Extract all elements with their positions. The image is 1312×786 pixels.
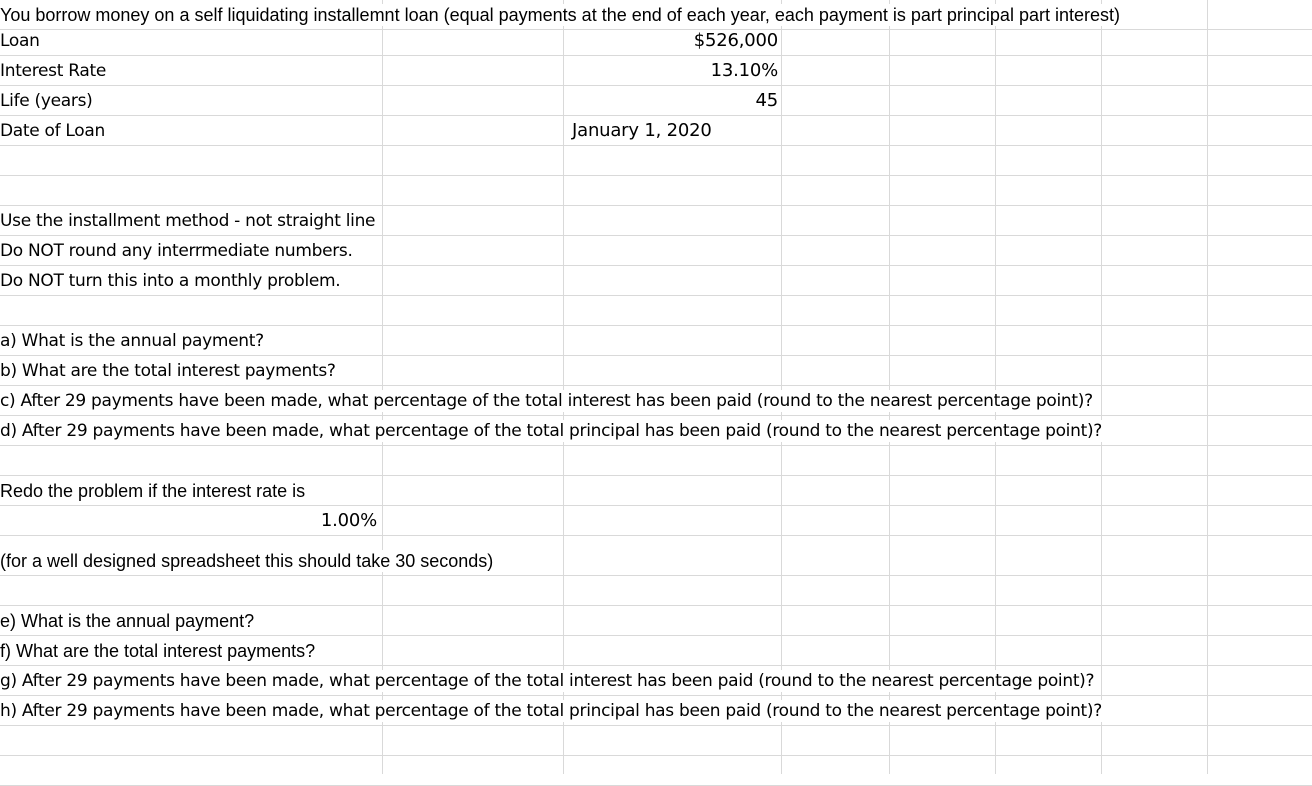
- instruction-cell[interactable]: Do NOT turn this into a monthly problem.: [0, 271, 341, 291]
- sheet-row[interactable]: [0, 176, 1312, 206]
- sheet-row[interactable]: [0, 386, 1312, 416]
- sheet-row[interactable]: [0, 506, 1312, 536]
- date-label-cell[interactable]: Date of Loan: [0, 121, 105, 141]
- sheet-row[interactable]: [0, 636, 1312, 666]
- sheet-row[interactable]: [0, 446, 1312, 476]
- redo-text-cell[interactable]: Redo the problem if the interest rate is: [0, 481, 306, 501]
- sheet-row[interactable]: [0, 86, 1312, 116]
- question-cell[interactable]: a) What is the annual payment?: [0, 331, 264, 351]
- sheet-row[interactable]: [0, 666, 1312, 696]
- sheet-row[interactable]: [0, 146, 1312, 176]
- interest-rate-label-cell[interactable]: Interest Rate: [0, 61, 106, 81]
- date-value-cell[interactable]: January 1, 2020: [572, 120, 712, 141]
- redo-note-cell[interactable]: (for a well designed spreadsheet this should take 30 seconds): [0, 551, 494, 571]
- sheet-row[interactable]: [0, 326, 1312, 356]
- sheet-row[interactable]: [0, 606, 1312, 636]
- sheet-row[interactable]: [0, 236, 1312, 266]
- sheet-row[interactable]: [0, 696, 1312, 726]
- question-cell[interactable]: c) After 29 payments have been made, what percentage of the total interest has been paid (round to the nearest percentage point)?: [0, 391, 1093, 411]
- sheet-row[interactable]: [0, 416, 1312, 446]
- question-cell[interactable]: b) What are the total interest payments?: [0, 361, 336, 381]
- sheet-row[interactable]: [0, 546, 1312, 576]
- sheet-row[interactable]: [0, 266, 1312, 296]
- sheet-row[interactable]: [0, 296, 1312, 326]
- question-cell[interactable]: d) After 29 payments have been made, what percentage of the total principal has been paid (round to the nearest percentage point)?: [0, 421, 1102, 441]
- life-value-cell[interactable]: 45: [755, 90, 778, 111]
- loan-value-cell[interactable]: $526,000: [693, 30, 778, 51]
- loan-label-cell[interactable]: Loan: [0, 31, 40, 51]
- sheet-row[interactable]: [0, 356, 1312, 386]
- sheet-row[interactable]: [0, 206, 1312, 236]
- title-cell[interactable]: You borrow money on a self liquidating installemnt loan (equal payments at the end of each year, each payment is part principal part interest): [0, 5, 1120, 25]
- instruction-cell[interactable]: Use the installment method - not straight line: [0, 211, 376, 231]
- question-cell[interactable]: e) What is the annual payment?: [0, 611, 255, 631]
- question-cell[interactable]: f) What are the total interest payments?: [0, 641, 316, 661]
- sheet-row[interactable]: [0, 56, 1312, 86]
- instruction-cell[interactable]: Do NOT round any interrmediate numbers.: [0, 241, 353, 261]
- redo-rate-cell[interactable]: 1.00%: [320, 510, 377, 531]
- interest-rate-value-cell[interactable]: 13.10%: [710, 60, 778, 81]
- life-label-cell[interactable]: Life (years): [0, 91, 93, 111]
- question-cell[interactable]: g) After 29 payments have been made, what percentage of the total interest has been paid (round to the nearest percentage point)?: [0, 671, 1095, 691]
- question-cell[interactable]: h) After 29 payments have been made, what percentage of the total principal has been paid (round to the nearest percentage point)?: [0, 701, 1102, 721]
- sheet-row[interactable]: [0, 576, 1312, 606]
- sheet-row[interactable]: [0, 26, 1312, 56]
- sheet-row[interactable]: [0, 726, 1312, 756]
- sheet-row[interactable]: [0, 476, 1312, 506]
- sheet-row[interactable]: [0, 116, 1312, 146]
- sheet-row[interactable]: [0, 756, 1312, 786]
